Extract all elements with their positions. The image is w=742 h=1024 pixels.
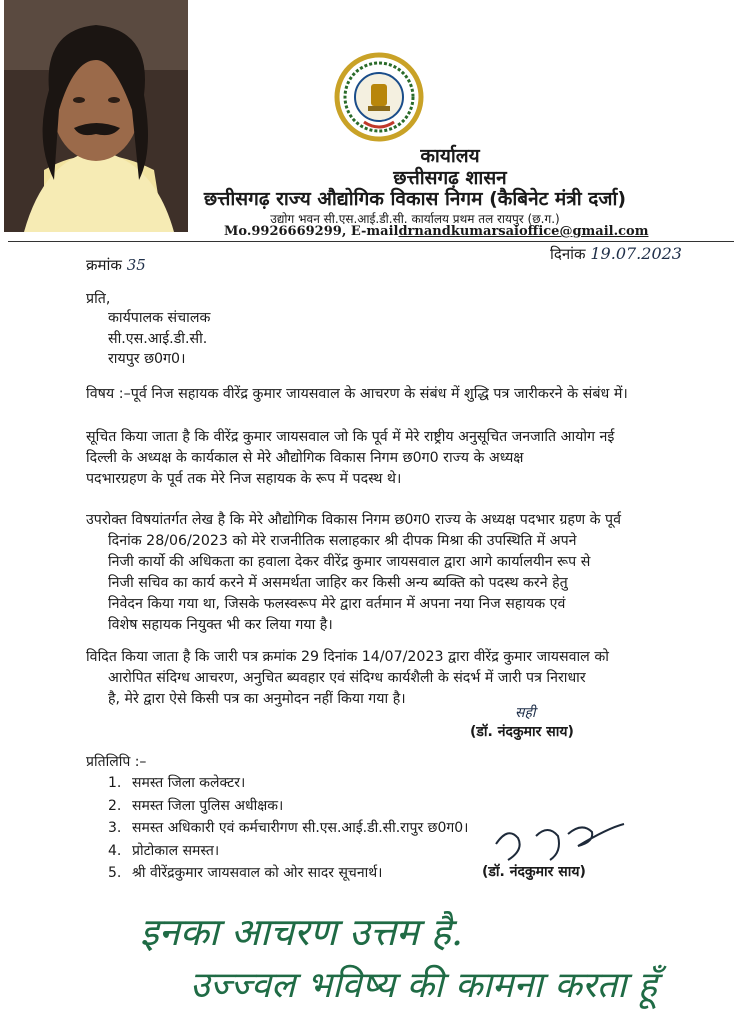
paragraph-line: दिल्ली के अध्यक्ष के कार्यकाल से मेरे औद्योगिक विकास निगम छ0ग0 राज्य के अध्यक्ष — [86, 450, 524, 466]
paragraph-line: निवेदन किया गया था, जिसके फलस्वरूप मेरे द्वारा वर्तमान में अपना नया निज सहायक एवं — [108, 596, 566, 612]
government-label: छत्तीसगढ़ शासन — [393, 167, 507, 189]
recipient-line: कार्यपालक संचालक — [108, 310, 211, 326]
list-item: 1. समस्त जिला कलेक्टर। — [108, 775, 246, 791]
signatory-name-2: (डॉ. नंदकुमार साय) — [482, 864, 586, 880]
handwritten-note — [120, 905, 720, 1023]
organization-title: छत्तीसगढ़ राज्य औद्योगिक विकास निगम (कैबिनेट मंत्री दर्जा) — [203, 188, 627, 210]
paragraph-line: है, मेरे द्वारा ऐसे किसी पत्र का अनुमोदन नहीं किया गया है। — [108, 691, 406, 707]
paragraph-line: दिनांक 28/06/2023 को मेरे राजनीतिक सलाहकार श्री दीपक मिश्रा की उपस्थिति में अपने — [108, 533, 577, 549]
list-item: 4. प्रोटोकाल समस्त। — [108, 842, 220, 859]
reference-label: क्रमांक — [86, 256, 122, 274]
recipient-line: रायपुर छ0ग0। — [108, 351, 186, 367]
paragraph-line: सूचित किया जाता है कि वीरेंद्र कुमार जायसवाल जो कि पूर्व में मेरे राष्ट्रीय अनुसूचित जनजाति आयोग नई — [86, 429, 615, 445]
date-label: दिनांक — [550, 245, 586, 263]
paragraph-line: विदित किया जाता है कि जारी पत्र क्रमांक 29 दिनांक 14/07/2023 द्वारा वीरेंद्र कुमार जायसवाल को — [86, 649, 609, 665]
signature-scribble-icon — [488, 816, 628, 866]
mobile-number: Mo.9926669299, E-mail — [224, 224, 399, 239]
reference-number — [86, 255, 146, 275]
date-value: 19.07.2023 — [590, 244, 682, 263]
signature-handwritten: सही — [515, 705, 536, 721]
recipient-line: सी.एस.आई.डी.सी. — [108, 331, 208, 347]
state-emblem-icon — [334, 52, 424, 142]
office-address: उद्योग भवन सी.एस.आई.डी.सी. कार्यालय प्रथम तल रायपुर (छ.ग.) — [270, 212, 560, 226]
portrait-photo — [4, 0, 188, 232]
handwritten-note-line: उज्ज्वल भविष्य की कामना करता हूँ — [190, 965, 657, 1006]
list-item: 2. समस्त जिला पुलिस अधीक्षक। — [108, 797, 284, 814]
list-item: 3. समस्त अधिकारी एवं कर्मचारीगण सी.एस.आई.डी.सी.रापुर छ0ग0। — [108, 820, 469, 836]
recipient-line: प्रति, — [86, 291, 111, 307]
subject-line: विषय :–पूर्व निज सहायक वीरेंद्र कुमार जायसवाल के आचरण के संबंध में शुद्धि पत्र जारीकरने के संबंध में। — [86, 386, 628, 402]
signatory-name: (डॉ. नंदकुमार साय) — [470, 724, 574, 740]
paragraph-1 — [86, 427, 686, 490]
paragraph-2 — [86, 510, 686, 636]
list-item: 5. श्री वीरेंद्रकुमार जायसवाल को ओर सादर सूचनार्थ। — [108, 865, 383, 881]
contact-line — [224, 224, 648, 239]
paragraph-line: उपरोक्त विषयांतर्गत लेख है कि मेरे औद्योगिक विकास निगम छ0ग0 राज्य के अध्यक्ष पदभार ग्रहण के पूर्व — [86, 512, 621, 528]
copy-to-list — [108, 772, 468, 885]
handwritten-note-line: इनका आचरण उत्तम है. — [140, 910, 464, 954]
copy-to-title: प्रतिलिपि :– — [86, 754, 147, 770]
paragraph-line: निजी सचिव का कार्य करने में असमर्थता जाहिर कर किसी अन्य ब्यक्ति को पदस्थ करने हेतु — [108, 575, 568, 591]
paragraph-3 — [86, 647, 686, 710]
paragraph-line: पदभारग्रहण के पूर्व तक मेरे निज सहायक के रूप में पदस्थ थे। — [86, 471, 402, 487]
reference-value: 35 — [126, 256, 146, 274]
office-label: कार्यालय — [420, 145, 480, 167]
email-address: drnandkumarsaioffice@gmail.com — [398, 224, 649, 239]
letter-date — [550, 244, 682, 264]
paragraph-line: आरोपित संदिग्ध आचरण, अनुचित ब्यवहार एवं संदिग्ध कार्यशैली के संदर्भ में जारी पत्र निराधार — [108, 670, 586, 686]
header-divider — [8, 241, 734, 242]
paragraph-line: विशेष सहायक नियुक्त भी कर लिया गया है। — [108, 617, 333, 633]
paragraph-line: निजी कार्यो की अधिकता का हवाला देकर वीरेंद्र कुमार जायसवाल द्वारा आगे कार्यालयीन रूप से — [108, 554, 591, 570]
